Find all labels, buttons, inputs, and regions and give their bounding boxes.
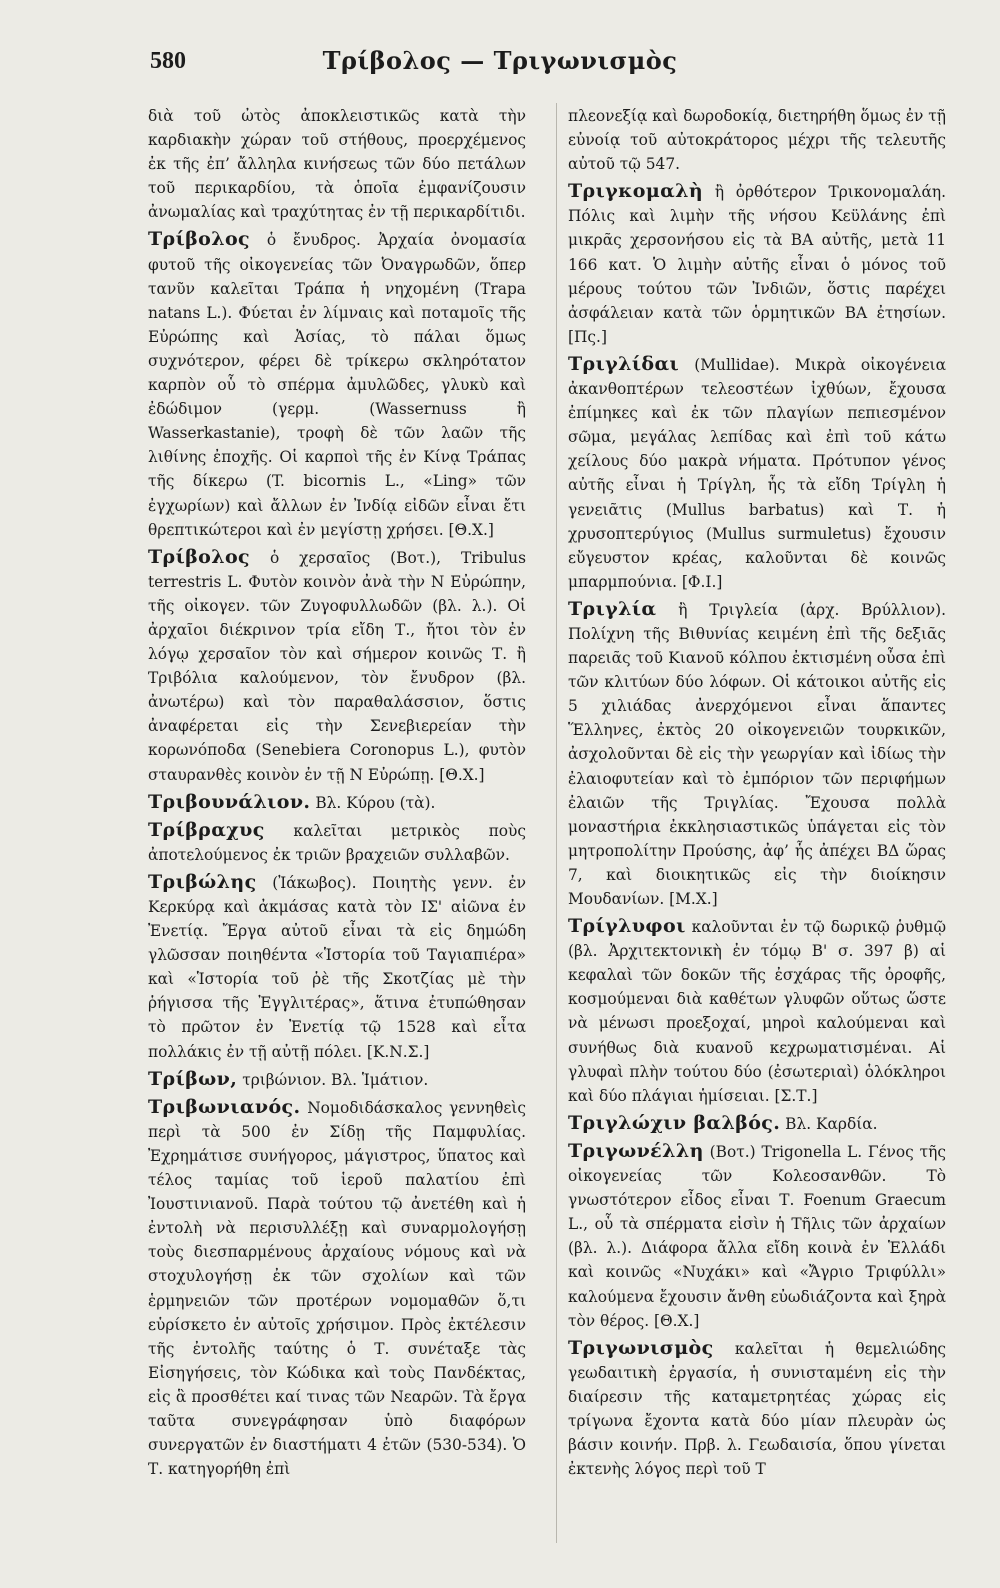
entry-text: ἢ Τριγλεία (ἀρχ. Βρύλλιον). Πολίχνη τῆς Βιθυνίας κειμένη ἐπὶ τῆς δεξιᾶς παρειᾶς τοῦ Κιανοῦ κόλπου ἐκτισμένη οὖσα ἐπὶ τῶν κλιτύων δύο λόφων. Οἱ κάτοικοι αὐτῆς εἰς 5 χιλιάδας ἀνερχόμενοι εἶναι ἅπαντες Ἕλληνες, ἐκτὸς 20 οἰκογενειῶν τουρκικῶν, ἀσχολοῦνται δὲ εἰς τὴν γεωργίαν καὶ ἰδίως τὴν ἐλαιοφυτείαν καὶ τὸ ἐμπόριον τῶν περιφήμων ἐλαιῶν τῆς Τριγλίας. Ἔχουσα πολλὰ μοναστήρια ἐκκλησιαστικῶς ὑπάγεται εἰς τὸν μητροπολίτην Προύσης, ἀφ’ ἧς ἀπέχει ΒΔ ὥρας 7, καὶ διοικητικῶς εἰς τὴν διοίκησιν Μουδανίων. [Μ.Χ.] (568, 600, 946, 908)
entry (148, 1067, 526, 1092)
entry (148, 870, 526, 1064)
headword: Τρίβολος (148, 545, 251, 568)
entry-text: ὁ ἔνυδρος. Ἀρχαία ὀνομασία φυτοῦ τῆς οἰκογενείας τῶν Ὀναγρωδῶν, ὅπερ τανῦν καλεῖται Τράπα ἡ νηχομένη (Trapa natans L.). Φύεται ἐν λίμναις καὶ ποταμοῖς τῆς Εὐρώπης καὶ Ἀσίας, τὸ πάλαι ὅμως συχνότερον, φέρει δὲ τρίκερω σκληρότατον καρπὸν οὗ τὸ σπέρμα ἀμυλῶδες, γλυκὺ καὶ ἐδώδιμον (γερμ. (Wassernuss ἢ Wasserkastanie), τροφὴ δὲ τῶν λαῶν τῆς λιθίνης ἐποχῆς. Οἱ καρποὶ τῆς ἐν Κίνᾳ Τράπας τῆς δίκερω (T. bicornis L., «Ling» τῶν ἐγχωρίων) καὶ ἄλλων ἐν Ἰνδίᾳ εἰδῶν εἶναι ἔτι θρεπτικώτεροι καὶ ἐν μεγίστῃ χρήσει. [Θ.Χ.] (148, 231, 526, 539)
column-divider (556, 103, 557, 1543)
entry (148, 545, 526, 787)
left-column (148, 103, 526, 1484)
entry-text: καλοῦνται ἐν τῷ δωρικῷ ῥυθμῷ (βλ. Ἀρχιτεκτονικὴ ἐν τόμῳ Β' σ. 397 β) αἱ κεφαλαὶ τῶν δοκῶν τῆς ἐσχάρας τῆς ὀροφῆς, κοσμούμεναι διὰ καθέτων γλυφῶν οὕτως ὥστε νὰ μένωσι προεξοχαί, μηροὶ καλούμεναι καὶ συνήθως διὰ κυανοῦ κεχρωματισμέναι. Αἱ γλυφαὶ πλὴν τούτου δύο (ἐσωτεριαὶ) ὁλόκληροι καὶ δύο πλάγιαι ἡμίσειαι. [Σ.Τ.] (568, 918, 946, 1105)
headword: Τρίγλυφοι (568, 915, 686, 938)
headword: Τριβώλης (148, 870, 257, 893)
entry (148, 1095, 526, 1482)
headword: Τριγωνισμὸς (568, 1336, 714, 1359)
headword: Τριγλίδαι (568, 352, 680, 375)
entry-text: ἢ ὀρθότερον Τρικονομαλάη. Πόλις καὶ λιμὴν τῆς νήσου Κεϋλάνης ἐπὶ μικρᾶς χερσονήσου εἰς τὰ ΒΑ αὐτῆς, μετὰ 11 166 κατ. Ὁ λιμὴν αὐτῆς εἶναι ὁ μόνος τοῦ μέρους τούτου τῶν Ἰνδιῶν, ὅστις παρέχει ἀσφάλειαν κατὰ τῶν ὁρμητικῶν ΒΑ ἐτησίων. [Πς.] (568, 183, 946, 346)
entry-text: τριβώνιον. Βλ. Ἱμάτιον. (242, 1070, 429, 1089)
entry (148, 790, 526, 815)
entry-text: (Βοτ.) Trigonella L. Γένος τῆς οἰκογενείας τῶν Κολεοσανθῶν. Τὸ γνωστότερον εἶδος εἶναι Τ. Foenum Graecum L., οὗ τὰ σπέρματα εἰσὶν ἡ Τῆλις τῶν ἀρχαίων (βλ. λ.). Διάφορα ἄλλα εἴδη κοινὰ ἐν Ἑλλάδι καὶ κοινῶς «Νυχάκι» καὶ «Ἄγριο Τριφύλλι» καλούμενα ἔχουσιν ἄνθη εὐωδιάζοντα καὶ ξηρὰ τὸν θέρος. [Θ.Χ.] (568, 1142, 946, 1330)
entry-text: (Ἰάκωβος). Ποιητὴς γενν. ἐν Κερκύρᾳ καὶ ἀκμάσας κατὰ τὸν ΙΣ' αἰῶνα ἐν Ἐνετίᾳ. Ἔργα αὐτοῦ εἶναι τὰ εἰς δημώδη γλῶσσαν ποιηθέντα «Ἱστορία τοῦ Ταγιαπιέρα» καὶ «Ἱστορία τοῦ ῥὲ τῆς Σκοτζίας μὲ τὴν ῥήγισσα τῆς Ἐγγλιτέρας», ἅτινα ἐτυπώθησαν τὸ πρῶτον ἐν Ἐνετίᾳ τῷ 1528 καὶ εἶτα πολλάκις ἐν τῇ αὐτῇ πόλει. [Κ.Ν.Σ.] (148, 873, 526, 1061)
entry-text: καλεῖται ἡ θεμελιώδης γεωδαιτικὴ ἐργασία, ἡ συνισταμένη εἰς τὴν διαίρεσιν τῆς καταμετρητέας χώρας εἰς τρίγωνα ἔχοντα κατὰ δύο μίαν πλευρὰν ὡς βάσιν κοινήν. Πρβ. λ. Γεωδαισία, ὅπου γίνεται ἐκτενὴς λόγος περὶ τοῦ Τ (568, 1339, 946, 1479)
entry-text: ὁ χερσαῖος (Βοτ.), Tribulus terrestris L. Φυτὸν κοινὸν ἀνὰ τὴν Ν Εὐρώπην, τῆς οἰκογεν. τῶν Ζυγοφυλλωδῶν (βλ. λ.). Οἱ ἀρχαῖοι διέκρινον τρία εἴδη Τ., ἤτοι τὸν ἐν λόγῳ χερσαῖον τὸν καὶ σήμερον κοινῶς Τ. ἢ Τριβόλια καλούμενον, τὸν ἔνυδρον (βλ. ἀνωτέρω) καὶ τὸν παραθαλάσσιον, ὅστις ἀναφέρεται εἰς τὴν Σενεβιερείαν τὴν κορωνόποδα (Senebiera Coronopus L.), φυτὸν σταυρανθὲς κοινὸν ἐν τῇ Ν Εὐρώπῃ. [Θ.Χ.] (148, 548, 526, 784)
headword: Τριβωνιανός. (148, 1095, 301, 1118)
entry (148, 103, 526, 224)
entry-text: πλεονεξίᾳ καὶ δωροδοκίᾳ, διετηρήθη ὅμως ἐν τῇ εὐνοίᾳ τοῦ αὐτοκράτορος μέχρι τῆς τελευτῆς αὐτοῦ τῷ 547. (568, 107, 946, 174)
entry-text: Νομοδιδάσκαλος γεννηθεὶς περὶ τὰ 500 ἐν Σίδῃ τῆς Παμφυλίας. Ἐχρημάτισε συνήγορος, μάγιστρος, ὕπατος καὶ τέλος ταμίας τοῦ ἱεροῦ παλατίου ἐπὶ Ἰουστινιανοῦ. Παρὰ τούτου τῷ ἀνετέθη καὶ ἡ ἐντολὴ νὰ περισυλλέξῃ καὶ συναρμολογήσῃ τοὺς διεσπαρμένους ἀρχαίους νόμους καὶ νὰ στοχυλογήσῃ ἐκ τῶν σχολίων καὶ τῶν ἑρμηνειῶν τῶν προτέρων νομομαθῶν ὅ,τι εὑρίσκετο ἐν αὐτοῖς χρήσιμον. Πρὸς ἐκτέλεσιν τῆς ἐντολῆς ταύτης ὁ Τ. συνέταξε τὰς Εἰσηγήσεις, τὸν Κώδικα καὶ τοὺς Πανδέκτας, εἰς ἃ προσθέτει καί τινας τῶν Νεαρῶν. Τὰ ἔργα ταῦτα συνεγράφησαν ὑπὸ διαφόρων συνεργατῶν ἐν διαστήματι 4 ἐτῶν (530-534). Ὁ Τ. κατηγορήθη ἐπὶ (148, 1098, 526, 1479)
entry-text: Βλ. Κύρου (τὰ). (315, 793, 436, 812)
entry (568, 179, 946, 349)
headword: Τριγλώχιν βαλβός. (568, 1111, 781, 1134)
running-title: Τρίβολος — Τριγωνισμὸς (322, 46, 678, 75)
entry-text: Βλ. Καρδία. (785, 1114, 878, 1133)
entry (568, 103, 946, 176)
headword: Τριγκομαλὴ (568, 180, 704, 203)
headword: Τρίβραχυς (148, 818, 265, 841)
entry (148, 227, 526, 541)
headword: Τρίβων, (148, 1067, 238, 1090)
entry (568, 1336, 946, 1482)
headword: Τριβουνάλιον. (148, 790, 311, 813)
entry-text: καλεῖται μετρικὸς ποὺς ἀποτελούμενος ἐκ τριῶν βραχειῶν συλλαβῶν. (148, 821, 526, 864)
entry-text: διὰ τοῦ ὠτὸς ἀποκλειστικῶς κατὰ τὴν καρδιακὴν χώραν τοῦ στήθους, προερχέμενος ἐκ τῆς ἐπ’ ἄλληλα κινήσεως τῶν δύο πετάλων τοῦ περικαρδίου, τὰ ὁποῖα ἐμφανίζουσιν ἀνωμαλίας καὶ τραχύτητας ἐν τῇ περικαρδίτιδι. (148, 107, 526, 222)
headword: Τριγωνέλλη (568, 1139, 704, 1162)
entry (568, 597, 946, 911)
entry-text: (Mullidae). Μικρὰ οἰκογένεια ἀκανθοπτέρων τελεοστέων ἰχθύων, ἔχουσα ἐπίμηκες καὶ ἐκ τῶν πλαγίων πεπιεσμένον σῶμα, μεγάλας λεπίδας καὶ ἐπὶ τοῦ κάτω χείλους δύο μακρὰ νήματα. Πρότυπον γένος αὐτῆς εἶναι ἡ Τρίγλη, ἧς τὰ εἴδη Τρίγλη ἡ γενειᾶτις (Mullus barbatus) καὶ Τ. ἡ χρυσοπτερύγιος (Mullus surmuletus) ἔχουσιν εὔγευστον κρέας, καλοῦνται δὲ κοινῶς μπαρμπούνια. [Φ.Ι.] (568, 355, 946, 591)
entry (568, 352, 946, 594)
entry (568, 1139, 946, 1333)
right-column (568, 103, 946, 1484)
entry (568, 914, 946, 1108)
page-number: 580 (150, 48, 186, 74)
entry (568, 1111, 946, 1136)
page-header (0, 48, 1000, 88)
headword: Τρίβολος (148, 228, 251, 251)
entry (148, 818, 526, 867)
headword: Τριγλία (568, 597, 657, 620)
